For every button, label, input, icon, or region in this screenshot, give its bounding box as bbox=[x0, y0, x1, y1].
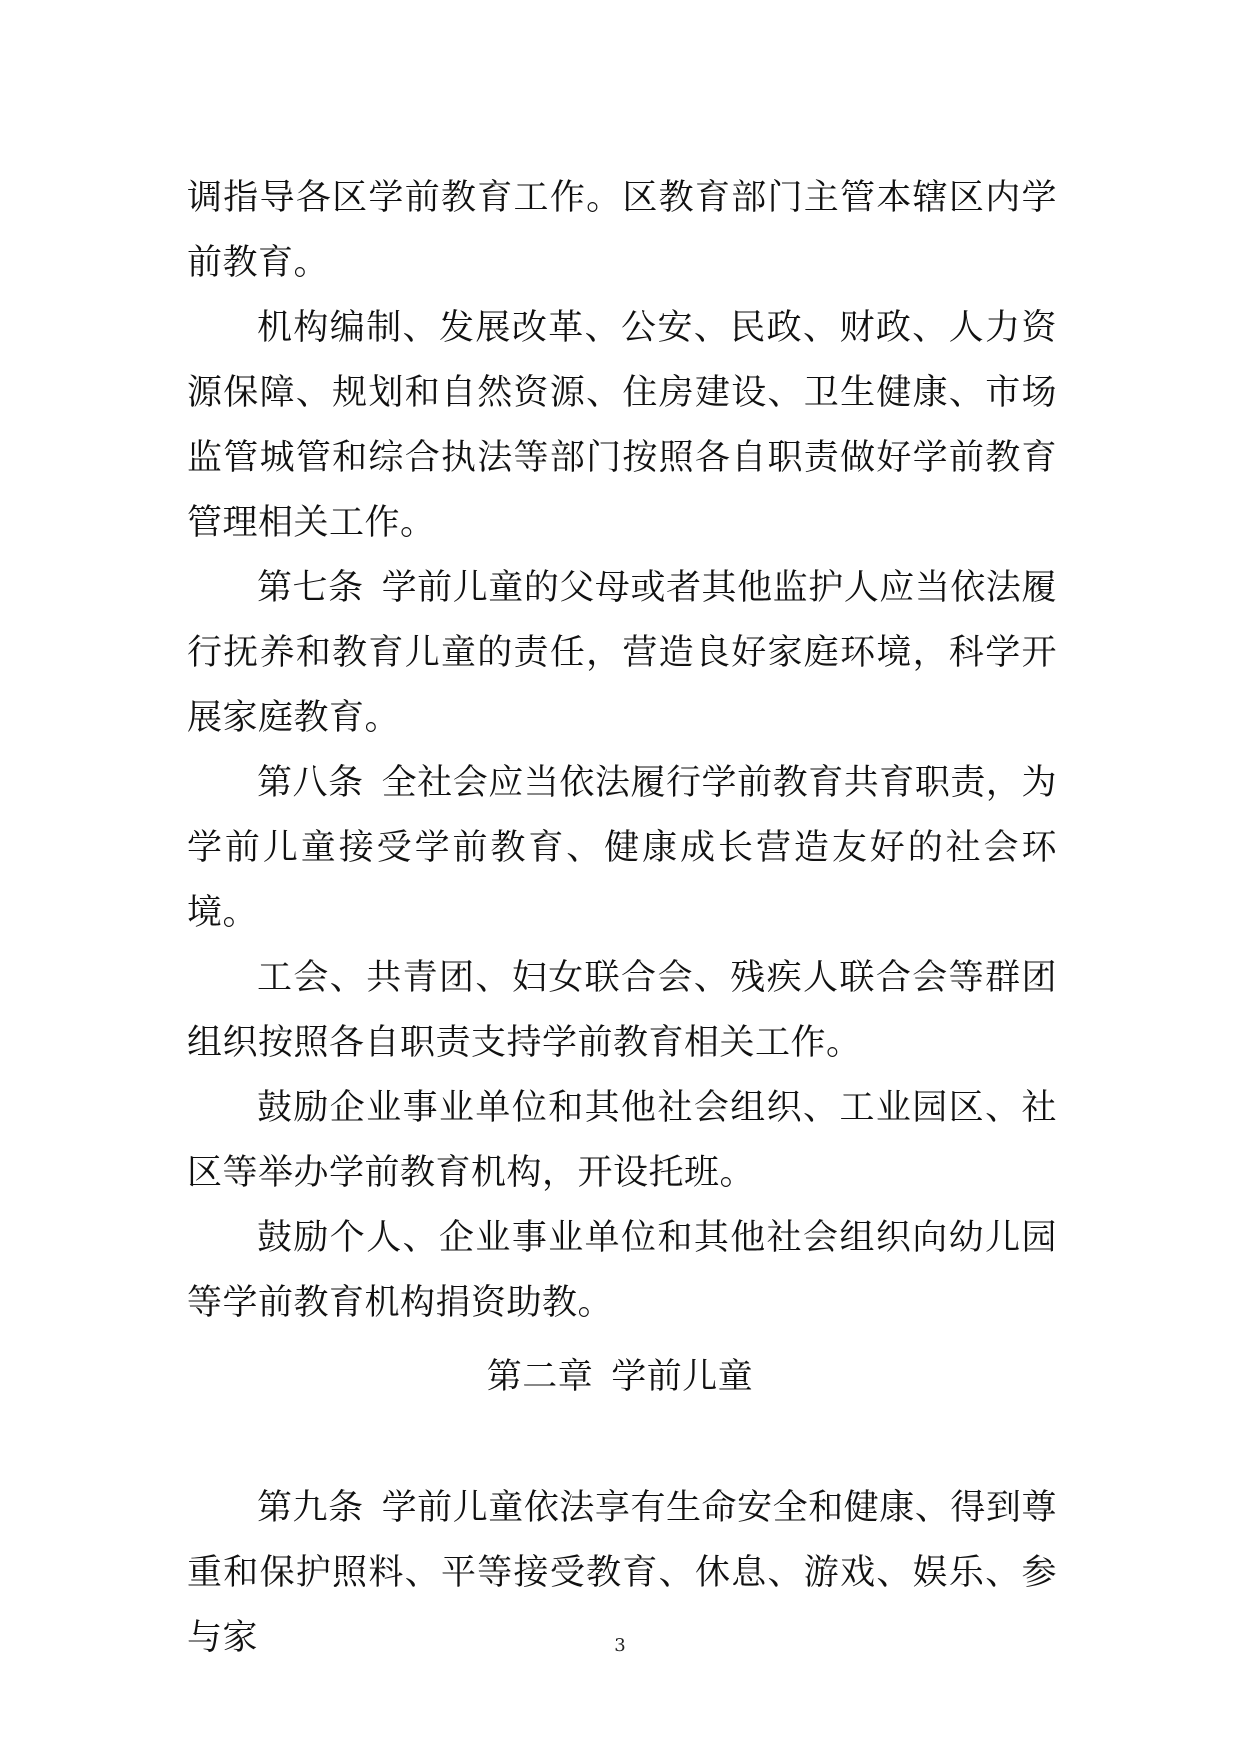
article-text: 学前儿童的父母或者其他监护人应当依法履行抚养和教育儿童的责任，营造良好家庭环境，科学开展家庭教育。 bbox=[187, 568, 1057, 738]
paragraph-continuation: 调指导各区学前教育工作。区教育部门主管本辖区内学前教育。 bbox=[187, 178, 1057, 283]
page-number: 3 bbox=[614, 1635, 626, 1656]
paragraph-encourage-donations: 鼓励个人、企业事业单位和其他社会组织向幼儿园等学前教育机构捐资助教。 bbox=[187, 1218, 1057, 1323]
article-text: 学前儿童依法享有生命安全和健康、得到尊重和保护照料、平等接受教育、休息、游戏、娱乐、参与家 bbox=[187, 1488, 1057, 1658]
chapter-name: 学前儿童 bbox=[611, 1357, 754, 1397]
article-number: 第八条 bbox=[257, 763, 364, 803]
article-text: 全社会应当依法履行学前教育共育职责，为学前儿童接受学前教育、健康成长营造友好的社会环境。 bbox=[187, 763, 1057, 933]
article-8-paragraph bbox=[187, 751, 1057, 946]
paragraph-mass-organizations: 工会、共青团、妇女联合会、残疾人联合会等群团组织按照各自职责支持学前教育相关工作。 bbox=[187, 958, 1057, 1063]
chapter-number: 第二章 bbox=[486, 1357, 594, 1397]
article-7-paragraph bbox=[187, 556, 1057, 751]
article-number: 第七条 bbox=[257, 568, 364, 608]
paragraph-encourage-enterprises: 鼓励企业事业单位和其他社会组织、工业园区、社区等举办学前教育机构，开设托班。 bbox=[187, 1088, 1057, 1193]
chapter-heading bbox=[0, 1355, 1240, 1399]
article-number: 第九条 bbox=[257, 1488, 364, 1528]
body-text-section bbox=[187, 166, 1057, 1336]
paragraph-departments: 机构编制、发展改革、公安、民政、财政、人力资源保障、规划和自然资源、住房建设、卫生健康、市场监管城管和综合执法等部门按照各自职责做好学前教育管理相关工作。 bbox=[187, 308, 1057, 543]
